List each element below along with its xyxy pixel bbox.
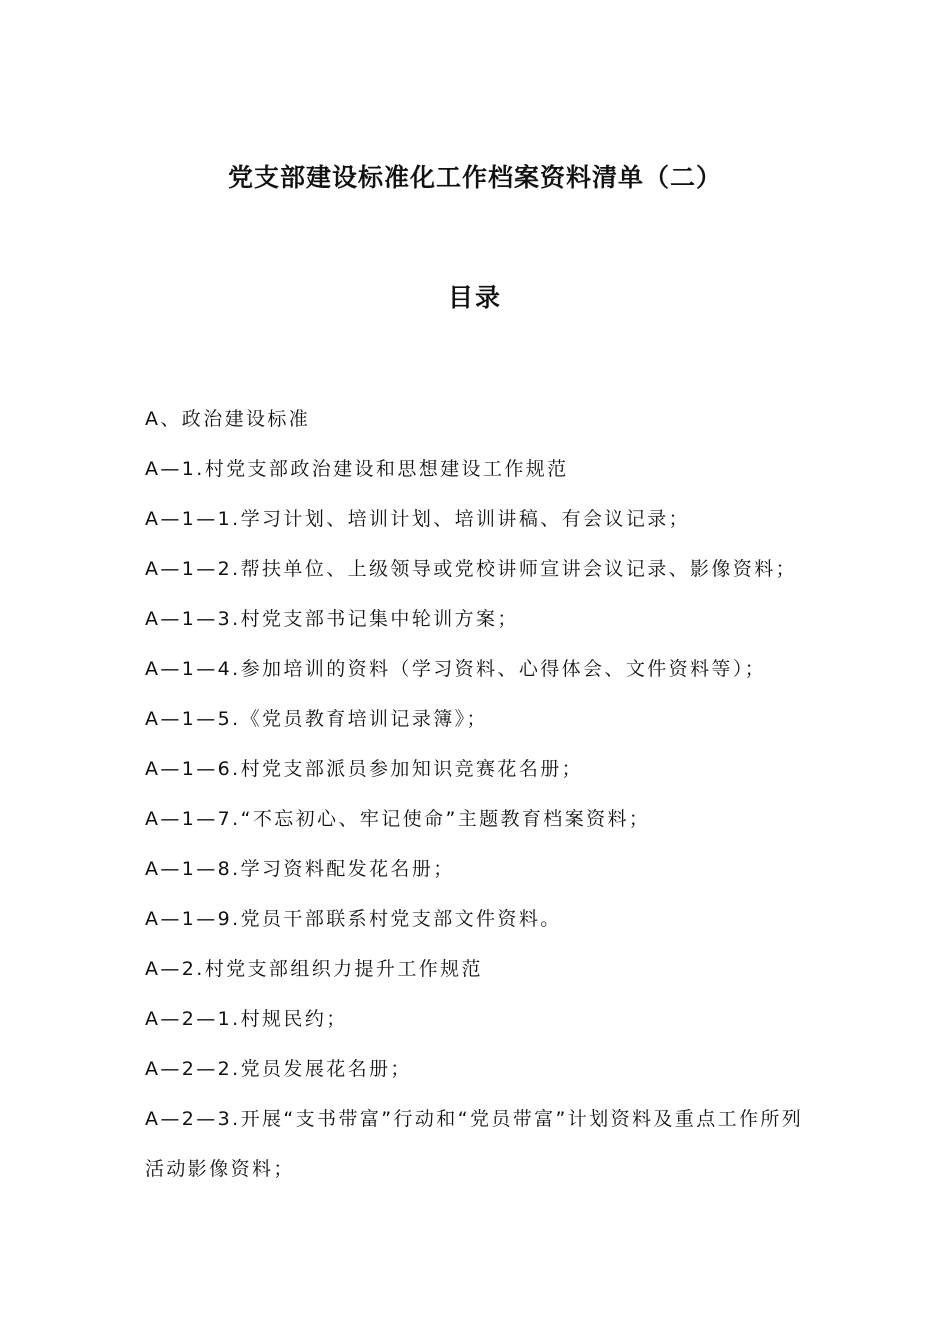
toc-item-section-a: A、政治建设标准 <box>145 408 311 430</box>
document-title: 党支部建设标准化工作档案资料清单（二） <box>227 163 722 192</box>
toc-item-a1-4: A—1—4.参加培训的资料（学习资料、心得体会、文件资料等）； <box>145 658 767 680</box>
toc-item-a1: A—1.村党支部政治建设和思想建设工作规范 <box>145 458 569 480</box>
toc-item-a1-1: A—1—1.学习计划、培训计划、培训讲稿、有会议记录； <box>145 508 691 530</box>
toc-item-a2: A—2.村党支部组织力提升工作规范 <box>145 958 483 980</box>
toc-item-a1-5: A—1—5.《党员教育培训记录簿》； <box>145 708 488 730</box>
toc-heading: 目录 <box>447 283 502 312</box>
toc-item-a2-1: A—2—1.村规民约； <box>145 1008 348 1030</box>
toc-item-a1-6: A—1—6.村党支部派员参加知识竞赛花名册； <box>145 758 584 780</box>
toc-item-a1-9: A—1—9.党员干部联系村党支部文件资料。 <box>145 908 562 930</box>
toc-list <box>145 394 813 1194</box>
toc-item-a1-3: A—1—3.村党支部书记集中轮训方案； <box>145 608 519 630</box>
toc-item-a2-3: A—2—3.开展“支书带富”行动和“党员带富”计划资料及重点工作所列活动影像资料； <box>145 1108 804 1180</box>
toc-item-a2-2: A—2—2.党员发展花名册； <box>145 1058 412 1080</box>
toc-item-a1-2: A—1—2.帮扶单位、上级领导或党校讲师宣讲会议记录、影像资料； <box>145 558 798 580</box>
toc-item-a1-7: A—1—7.“不忘初心、牢记使命”主题教育档案资料； <box>145 808 651 830</box>
toc-item-a1-8: A—1—8.学习资料配发花名册； <box>145 858 455 880</box>
